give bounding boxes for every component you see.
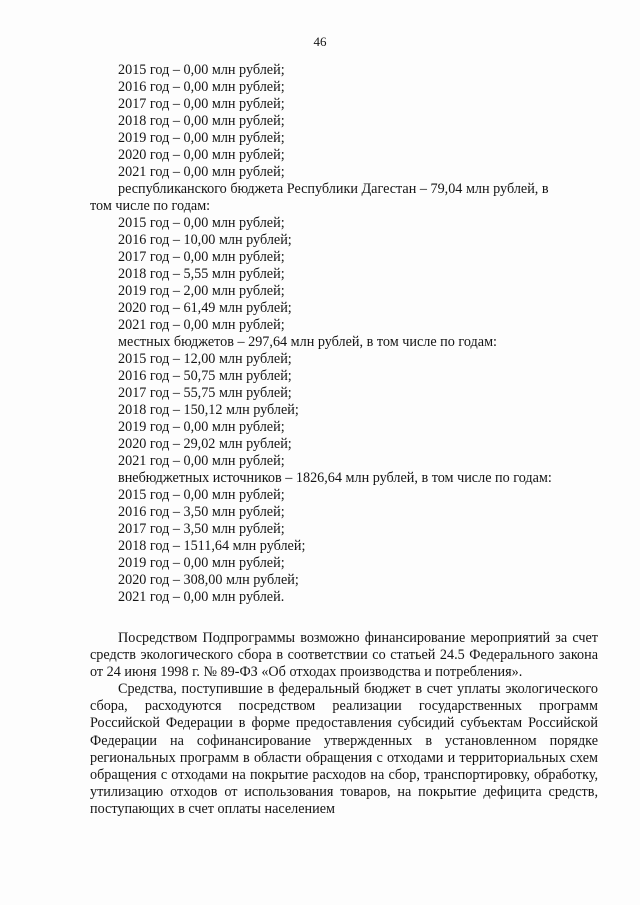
list-line: 2020 год – 29,02 млн рублей; [118, 436, 292, 452]
list-line: 2021 год – 0,00 млн рублей; [118, 164, 285, 180]
list-line: 2015 год – 0,00 млн рублей; [118, 62, 285, 78]
paragraph-text: Средства, поступившие в федеральный бюджет в счет уплаты экологического сбора, расходуются посредством реализации государственных программ Российской Федерации в форме предоставления субсидий субъектам Российской Федерации на софинансирование утвержденных в установленном порядке региональных программ в области обращения с отходами и территориальных схем обращения с отходами на покрытие расходов на сбор, транспортировку, обработку, утилизацию отходов от использования товаров, на покрытие дефицита средств, поступающих в счет оплаты населением [90, 681, 598, 817]
list-line: 2016 год – 0,00 млн рублей; [118, 79, 285, 95]
list-line: том числе по годам: [90, 198, 211, 214]
list-line: 2015 год – 12,00 млн рублей; [118, 351, 292, 367]
list-line: 2016 год – 50,75 млн рублей; [118, 368, 292, 384]
list-line: 2017 год – 3,50 млн рублей; [118, 521, 285, 537]
list-line: 2021 год – 0,00 млн рублей; [118, 317, 285, 333]
list-line: 2017 год – 0,00 млн рублей; [118, 96, 285, 112]
list-line: 2021 год – 0,00 млн рублей. [118, 589, 285, 605]
paragraph [90, 681, 598, 818]
list-line: 2015 год – 0,00 млн рублей; [118, 215, 285, 231]
list-line: 2020 год – 0,00 млн рублей; [118, 147, 285, 163]
list-line: 2019 год – 2,00 млн рублей; [118, 283, 285, 299]
list-line: 2018 год – 5,55 млн рублей; [118, 266, 285, 282]
list-line: 2017 год – 0,00 млн рублей; [118, 249, 285, 265]
list-line: 2016 год – 10,00 млн рублей; [118, 232, 292, 248]
list-line: внебюджетных источников – 1826,64 млн рублей, в том числе по годам: [118, 470, 552, 486]
paragraph [90, 630, 598, 681]
list-line: 2015 год – 0,00 млн рублей; [118, 487, 285, 503]
list-line: 2019 год – 0,00 млн рублей; [118, 130, 285, 146]
list-line: 2019 год – 0,00 млн рублей; [118, 555, 285, 571]
list-line: 2018 год – 0,00 млн рублей; [118, 113, 285, 129]
list-line: республиканского бюджета Республики Дагестан – 79,04 млн рублей, в [118, 181, 549, 197]
list-line: 2020 год – 61,49 млн рублей; [118, 300, 292, 316]
list-line: 2019 год – 0,00 млн рублей; [118, 419, 285, 435]
funding-list [90, 62, 598, 606]
list-line: 2020 год – 308,00 млн рублей; [118, 572, 299, 588]
list-line: 2021 год – 0,00 млн рублей; [118, 453, 285, 469]
list-line: 2018 год – 150,12 млн рублей; [118, 402, 299, 418]
list-line: 2016 год – 3,50 млн рублей; [118, 504, 285, 520]
list-line: местных бюджетов – 297,64 млн рублей, в том числе по годам: [118, 334, 497, 350]
body-text [90, 630, 598, 818]
list-line: 2017 год – 55,75 млн рублей; [118, 385, 292, 401]
page-number: 46 [313, 34, 327, 49]
paragraph-text: Посредством Подпрограммы возможно финансирование мероприятий за счет средств экологического сбора в соответствии со статьей 24.5 Федерального закона от 24 июня 1998 г. № 89-ФЗ «Об отходах производства и потребления». [90, 630, 598, 681]
list-line: 2018 год – 1511,64 млн рублей; [118, 538, 306, 554]
